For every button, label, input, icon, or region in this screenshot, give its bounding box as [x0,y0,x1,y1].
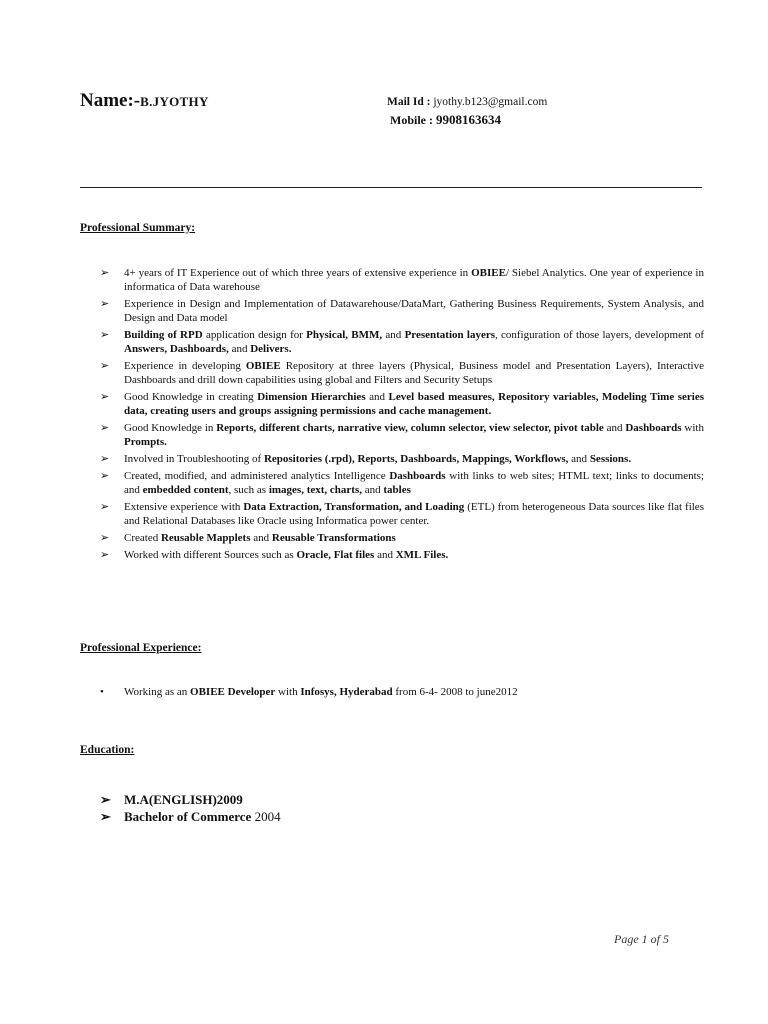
arrow-bullet-icon: ➢ [100,532,110,544]
page-number: Page 1 of 5 [614,932,669,946]
name-label: Name:- [80,90,141,111]
bold-text: tables [383,484,411,496]
bold-text: Data Extraction, Transformation, and Loading [243,501,465,513]
mobile-value: 9908163634 [436,112,501,127]
education-heading: Education: [80,744,135,756]
summary-list [100,266,704,565]
bold-text: Reusable Mapplets [160,532,251,544]
summary-item: ➢ Good Knowledge in creating Dimension Hierarchies and Level based measures, Repository variables, Modeling Time series data, creating users and groups assigning permissions and cache management. [100,391,704,417]
arrow-bullet-icon: ➢ [100,501,110,513]
bold-text: OBIEE [245,360,281,372]
name-value: B.JYOTHY [140,94,209,109]
summary-item: ➢ Building of RPD application design for Physical, BMM, and Presentation layers, configuration of those layers, development of Answers, Dashboards, and Delivers. [100,329,704,355]
bold-text: Reusable Transformations [271,532,396,544]
bold-text: Answers, Dashboards, [124,343,229,355]
education-item: ➢ Bachelor of Commerce 2004 [100,809,281,824]
summary-item: ➢ 4+ years of IT Experience out of which three years of extensive experience in OBIEE/ Siebel Analytics. One year of experience in informatica of Data warehouse [100,267,704,293]
bold-text: images, text, charts, [268,484,362,496]
bold-text: Sessions. [589,453,632,465]
bold-text: embedded content [142,484,229,496]
arrow-bullet-icon: ➢ [100,298,110,310]
summary-item: ➢ Experience in developing OBIEE Repository at three layers (Physical, Business model and Presentation Layers), Interactive Dashboards and drill down capabilities using global and Filters and Security Setups [100,360,704,386]
education-list [100,791,281,825]
bold-text: Dashboards [389,470,446,482]
header-divider [80,187,702,188]
summary-heading: Professional Summary: [80,222,196,234]
bold-text: XML Files. [395,549,449,561]
experience-item: • Working as an OBIEE Developer with Infosys, Hyderabad from 6-4- 2008 to june2012 [100,686,518,698]
bold-text: Reports, different charts, narrative view, column selector, view selector, pivot table [216,422,604,434]
arrow-bullet-icon: ➢ [100,549,110,561]
arrow-bullet-icon: ➢ [100,329,110,341]
mobile-line [390,112,501,128]
experience-heading: Professional Experience: [80,642,202,654]
summary-item: ➢ Worked with different Sources such as Oracle, Flat files and XML Files. [100,549,449,561]
education-item: ➢ M.A(ENGLISH)2009 [100,792,243,807]
summary-item: ➢ Involved in Troubleshooting of Repositories (.rpd), Reports, Dashboards, Mappings, Workflows, and Sessions. [100,453,632,465]
bold-text: Oracle, Flat files [296,549,375,561]
arrow-bullet-icon: ➢ [100,391,110,403]
education-year: 2004 [254,809,281,824]
summary-item: ➢ Created, modified, and administered analytics Intelligence Dashboards with links to web sites; HTML text; links to documents; and embedded content, such as images, text, charts, and tables [100,470,704,496]
experience-list [100,686,700,698]
bold-text: Building of RPD [124,329,203,341]
bold-text: OBIEE [471,267,506,279]
mail-value[interactable]: jyothy.b123@gmail.com [433,96,548,108]
arrow-bullet-icon: ➢ [100,470,110,482]
summary-item: ➢ Extensive experience with Data Extraction, Transformation, and Loading (ETL) from heterogeneous Data sources like flat files and Relational Databases like Oracle using Informatica power center. [100,501,704,527]
bold-text: OBIEE Developer [190,686,276,698]
summary-item: ➢ Experience in Design and Implementation of Datawarehouse/DataMart, Gathering Business Requirements, System Analysis, and Design and Data model [100,298,704,324]
arrow-bullet-icon: ➢ [100,453,110,465]
summary-item: ➢ Created Reusable Mapplets and Reusable Transformations [100,532,396,544]
bold-text: Repositories (.rpd), Reports, Dashboards, Mappings, Workflows, [263,453,569,465]
mail-label: Mail Id : [387,96,431,108]
bold-text: Level based measures, Repository variables, Modeling Time series data, creating users and groups assigning permissions and cache management. [124,391,704,417]
bold-text: Dashboards [625,422,682,434]
bold-text: Presentation layers [404,329,495,341]
bold-text: Dimension Hierarchies [257,391,366,403]
bold-text: Infosys, Hyderabad [300,686,393,698]
mobile-label: Mobile : [390,113,433,127]
mail-line [387,96,547,108]
arrow-bullet-icon: ➢ [100,422,110,434]
arrow-bullet-icon: ➢ [100,360,110,372]
bold-text: Delivers. [250,343,292,355]
arrow-bullet-icon: ➢ [100,809,111,824]
arrow-bullet-icon: ➢ [100,267,110,279]
bullet-dot-icon: • [100,686,104,698]
bold-text: Prompts. [124,436,167,448]
bold-text: Physical, BMM, [306,329,383,341]
summary-item: ➢ Good Knowledge in Reports, different charts, narrative view, column selector, view selector, pivot table and Dashboards with Prompts. [100,422,704,448]
arrow-bullet-icon: ➢ [100,792,111,807]
name-line [80,90,209,112]
